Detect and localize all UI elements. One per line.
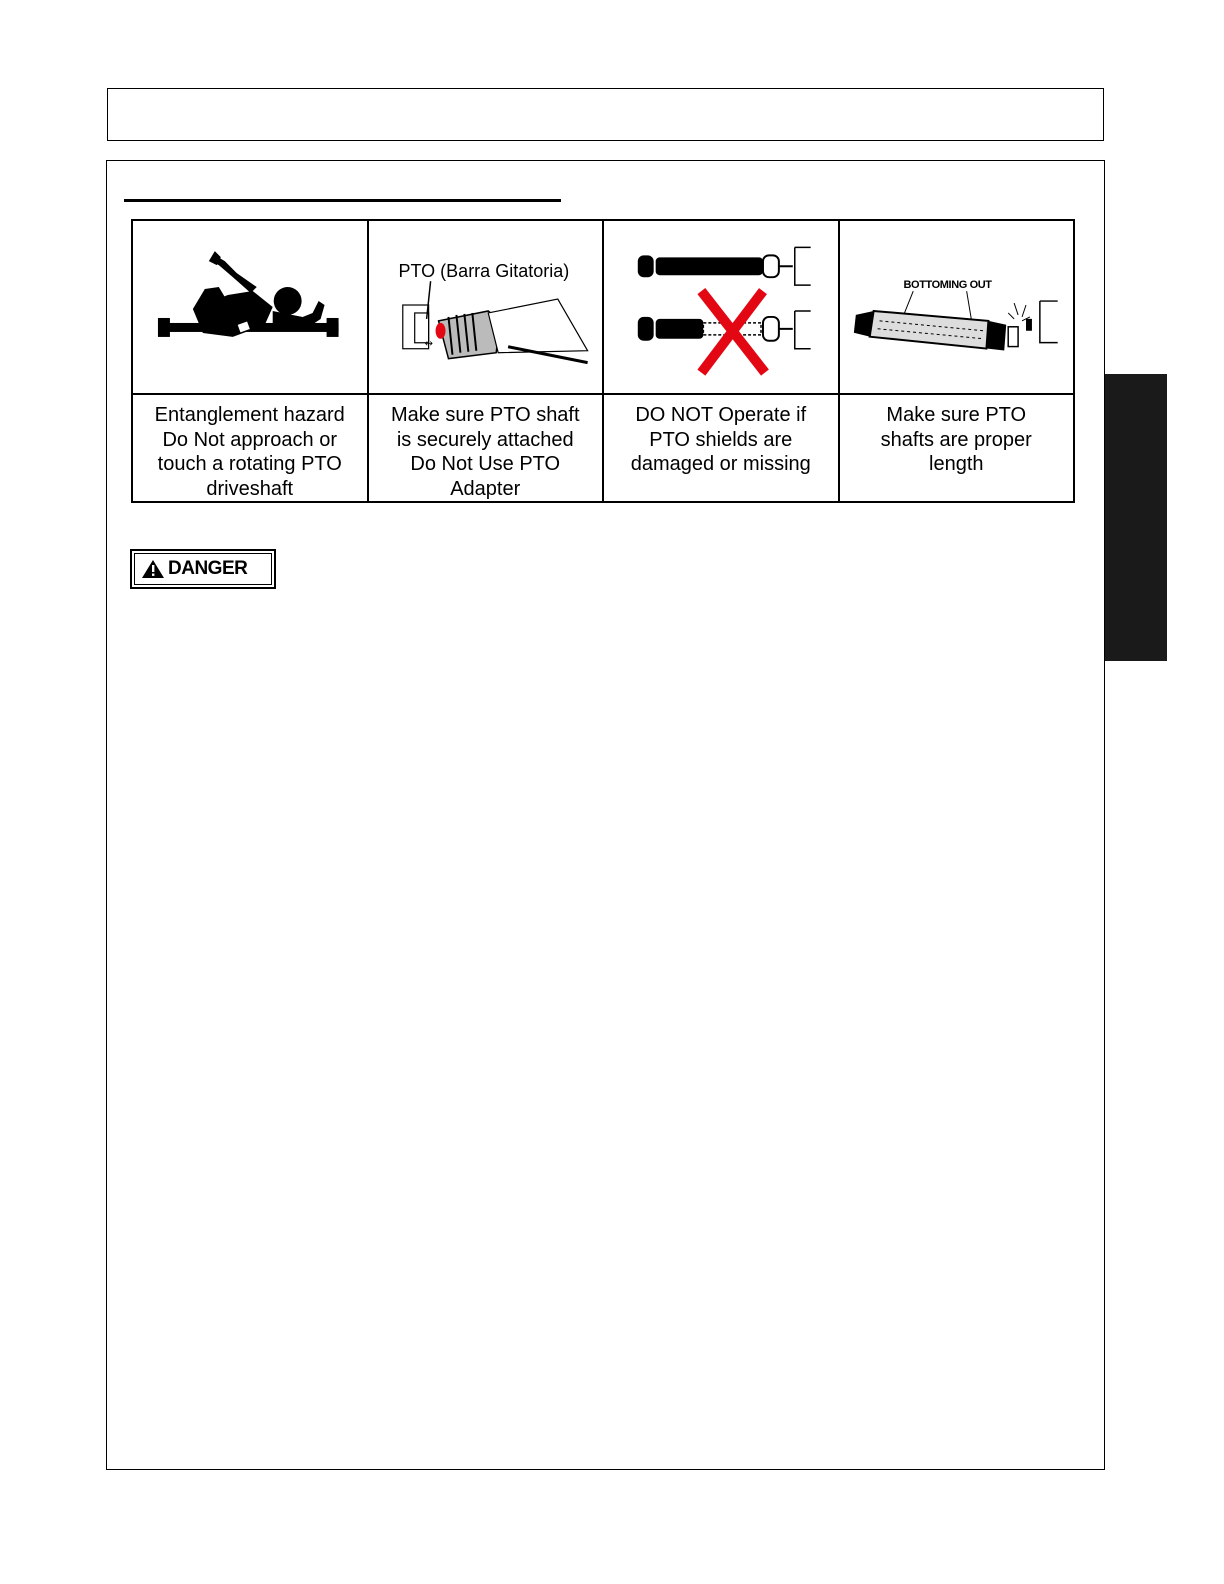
entanglement-hazard-icon (133, 221, 367, 393)
section-side-tab (1105, 374, 1167, 661)
danger-label: DANGER (168, 558, 248, 579)
pto-bottoming-out-icon (840, 221, 1074, 393)
entanglement-image-cell (132, 220, 368, 394)
pto-barra-gitatoria-label: PTO (Barra Gitatoria) (398, 261, 570, 281)
bottoming-out-label: BOTTOMING OUT (903, 279, 992, 291)
warning-triangle-icon (141, 559, 165, 579)
pto-attachment-icon (369, 221, 603, 393)
pto-length-image-cell (839, 220, 1075, 394)
pto-shield-missing-icon (604, 221, 838, 393)
entanglement-caption-cell (132, 394, 368, 502)
pto-attach-image-cell (368, 220, 604, 394)
pto-attach-caption: Make sure PTO shaft is securely attached Do Not Use PTO Adapter (390, 404, 580, 500)
pto-length-caption-cell (839, 394, 1075, 502)
pto-attach-caption-cell (368, 394, 604, 502)
svg-text:↔: ↔ (424, 338, 433, 350)
pto-shield-caption-cell (603, 394, 839, 502)
pto-safety-table (131, 219, 1075, 503)
entanglement-caption: Entanglement hazard Do Not approach or touch a rotating PTO driveshaft (154, 404, 345, 500)
section-heading-rule (124, 199, 561, 202)
pto-shield-caption: DO NOT Operate if PTO shields are damaged or missing (630, 404, 811, 475)
pto-length-caption: Make sure PTO shafts are proper length (880, 404, 1032, 475)
pto-shield-image-cell (603, 220, 839, 394)
page-header-box (107, 88, 1104, 141)
danger-badge (130, 549, 276, 589)
